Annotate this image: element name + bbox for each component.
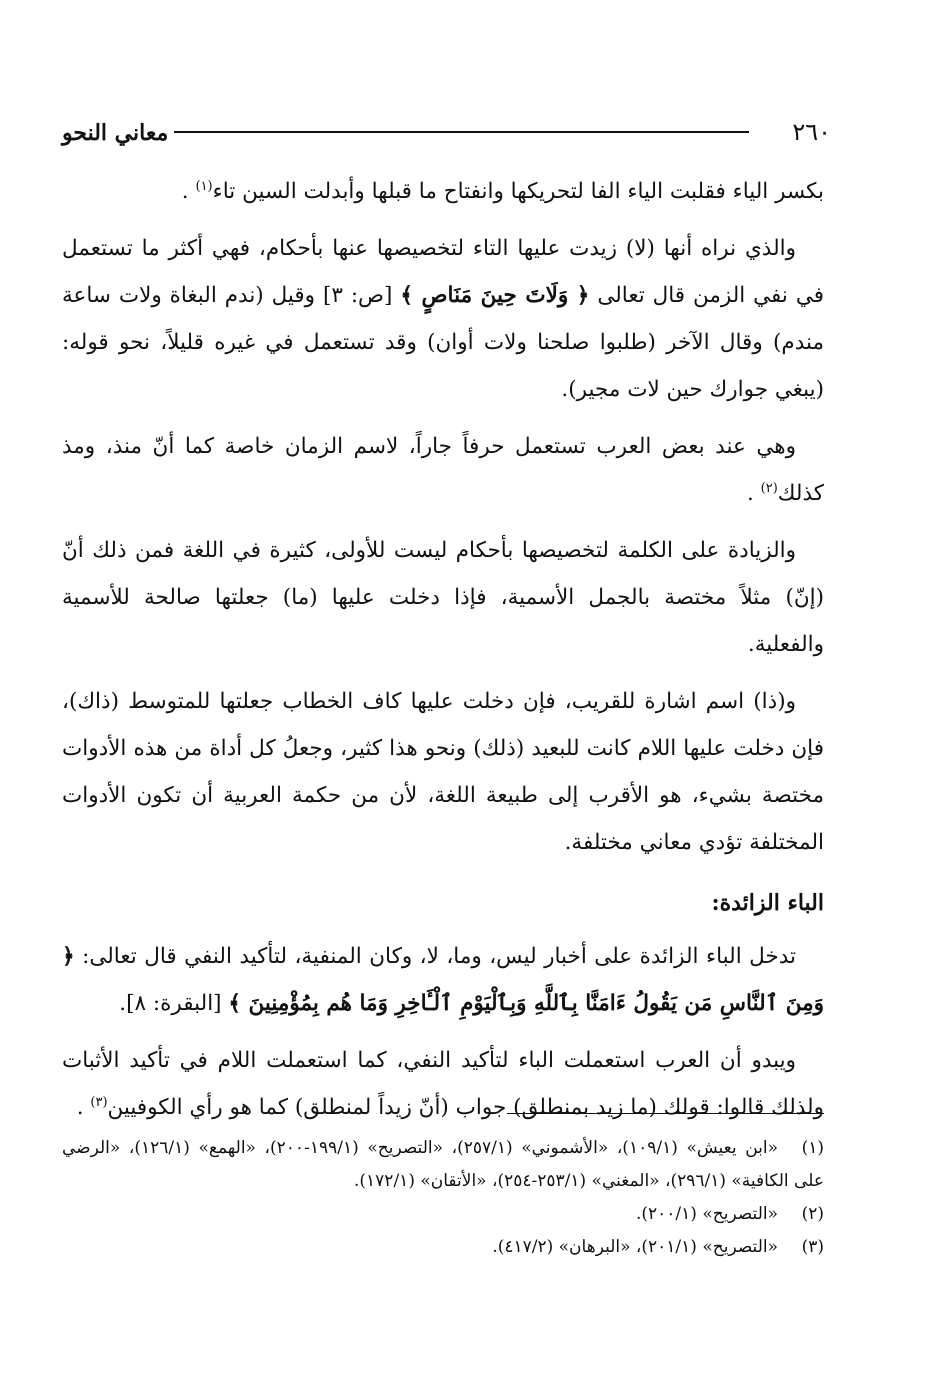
paragraph-3: [62, 423, 824, 517]
footnote-ref-3: (٣): [90, 1094, 108, 1110]
footnote-text: «ابن يعيش» (١٠٩/١)، «الأشموني» (٢٥٧/١)، «التصريح» (١٩٩/١-٢٠٠)، «الهمع» (١٢٦/١)، «الرضي على الكافية» (٢٩٦/١)، «المغني» (٢٥٣/١-٢٥٤)، «الأتقان» (١٧٢/١).: [62, 1138, 824, 1191]
footnote-text: «التصريح» (٢٠٠/١).: [635, 1204, 778, 1224]
paragraph-7-end: .: [76, 1095, 84, 1120]
header-rule: [174, 131, 749, 133]
paragraph-4: والزيادة على الكلمة لتخصيصها بأحكام ليست للأولى، كثيرة في اللغة فمن ذلك أنّ (إنّ) مثلاً مختصة بالجمل الأسمية، فإذا دخلت عليها (ما) جعلتها صالحة للأسمية والفعلية.: [62, 538, 824, 657]
footnote-ref-1: (١): [195, 178, 213, 194]
paragraph-7-text: ويبدو أن العرب استعملت الباء لتأكيد النفي، كما استعملت اللام في تأكيد الأثبات ولذلك قالوا: قولك (ما زيد بمنطلق) جواب (أنّ زيداً لمنطلق) كما هو رأي الكوفيين: [62, 1048, 824, 1120]
footnote-3: [62, 1231, 824, 1264]
paragraph-1: [62, 168, 824, 215]
paragraph-5: و(ذا) اسم اشارة للقريب، فإن دخلت عليها كاف الخطاب جعلتها للمتوسط (ذاك)، فإن دخلت عليها اللام كانت للبعيد (ذلك) ونحو هذا كثير، وجعلُ كل أداة من هذه الأدوات مختصة بشيء، هو الأقرب إلى طبيعة اللغة، لأن من حكمة العربية أن تكون الأدوات المختلفة تؤدي معاني مختلفة.: [62, 689, 824, 855]
footnote-number: (٢): [801, 1204, 824, 1224]
page-number: ٢٦٠: [792, 118, 831, 146]
footnote-number: (٣): [801, 1237, 824, 1257]
quran-verse-2: ﴿ وَمِنَ ٱلنَّاسِ مَن يَقُولُ ءَامَنَّا بِٱللَّهِ وَبِٱلْيَوْمِ ٱلْـَٔاخِرِ وَمَا هُم بِمُؤْمِنِينَ ﴾: [62, 944, 824, 1016]
footnotes: [62, 1132, 824, 1264]
paragraph-2: [62, 225, 824, 413]
footnote-number: (١): [801, 1138, 824, 1158]
footnote-text: «التصريح» (٢٠١/١)، «البرهان» (٤١٧/٢).: [492, 1237, 778, 1257]
paragraph-6-text-a: تدخل الباء الزائدة على أخبار ليس، وما، لا، وكان المنفية، لتأكيد النفي قال تعالى:: [82, 944, 796, 969]
page-header: [62, 118, 831, 158]
paragraph-1-text: بكسر الياء فقلبت الياء الفا لتحريكها وانفتاح ما قبلها وأبدلت السين تاء: [212, 179, 824, 204]
paragraph-1-end: .: [181, 179, 189, 204]
paragraph-2-text-a: والذي نراه أنها (لا) زيدت عليها التاء لتخصيصها عنها بأحكام، فهي أكثر ما تستعمل في نفي الزمن قال تعالى: [62, 236, 825, 308]
paragraph-3-end: .: [746, 481, 754, 506]
section-heading: الباء الزائدة:: [711, 890, 824, 916]
paragraph-7: [62, 1037, 824, 1131]
quran-verse-1: ﴿ وَلَاتَ حِينَ مَنَاصٍ ﴾: [400, 283, 590, 308]
paragraph-2-text-b: [ص: ٣] وقيل (ندم البغاة ولات ساعة مندم) وقال الآخر (طلبوا صلحنا ولات أوان) وقد تستعمل في غيره قليلاً، نحو قوله: (يبغي جوارك حين لات مجير).: [62, 283, 824, 402]
footnote-2: [62, 1198, 824, 1231]
page-body: [62, 168, 824, 1141]
footnote-ref-2: (٢): [760, 480, 778, 496]
paragraph-6-text-b: [البقرة: ٨].: [119, 991, 222, 1016]
paragraph-6: [62, 933, 824, 1027]
running-title: معاني النحو: [62, 120, 169, 146]
paragraph-3-text: وهي عند بعض العرب تستعمل حرفاً جاراً، لاسم الزمان خاصة كما أنّ منذ، ومذ كذلك: [62, 434, 824, 506]
footnote-1: [62, 1132, 824, 1198]
footnote-separator: [507, 1113, 824, 1114]
